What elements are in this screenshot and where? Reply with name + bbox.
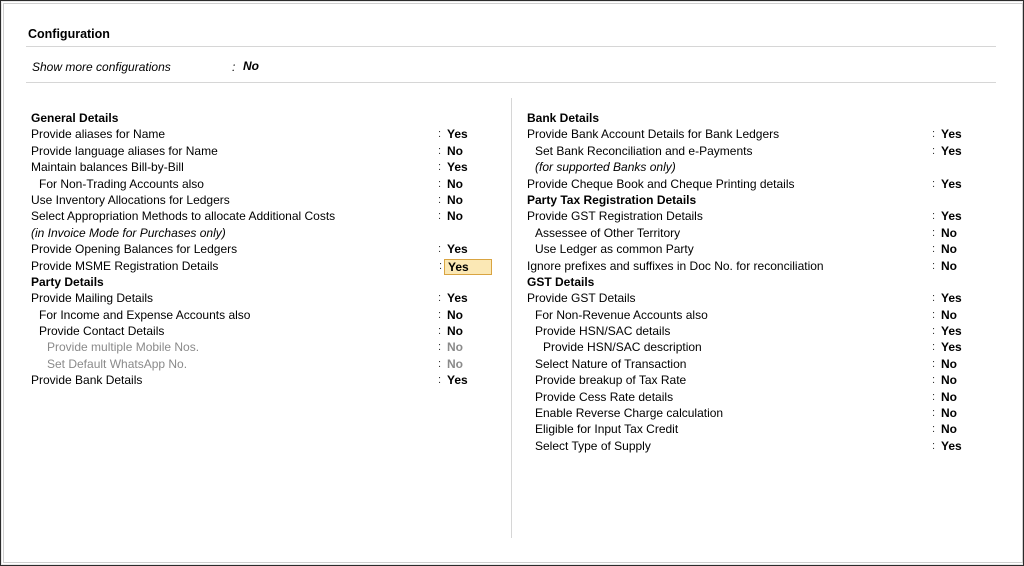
config-label: Ignore prefixes and suffixes in Doc No. for reconciliation [527,258,824,273]
config-colon: : [932,407,936,420]
config-row-provide-gst-details[interactable] [527,290,977,306]
config-label: Provide breakup of Tax Rate [535,373,687,388]
config-colon: : [438,243,442,256]
note-label: (for supported Banks only) [535,160,676,175]
config-value[interactable]: No [941,307,957,322]
config-row-select-nature-of-transaction[interactable] [527,356,977,372]
config-value[interactable]: Yes [447,373,468,388]
config-row-provide-aliases-for-name[interactable] [31,126,501,142]
config-value[interactable]: Yes [447,160,468,175]
show-more-colon: : [232,60,236,74]
config-label: For Income and Expense Accounts also [39,307,251,322]
config-row-provide-hsn-sac-details[interactable] [527,323,977,339]
right-column [527,110,977,454]
note-label: (in Invoice Mode for Purchases only) [31,225,226,240]
config-row-provide-multiple-mobile-nos[interactable] [31,339,501,355]
config-row-provide-language-aliases-for-name[interactable] [31,143,501,159]
config-row-eligible-for-input-tax-credit[interactable] [527,421,977,437]
config-value[interactable]: No [447,176,463,191]
config-colon: : [932,423,936,436]
config-value[interactable]: No [941,422,957,437]
config-row-provide-contact-details[interactable] [31,323,501,339]
config-value[interactable]: No [941,356,957,371]
config-colon: : [438,193,442,206]
config-value[interactable]: Yes [941,291,962,306]
section-heading-label: Party Details [31,274,104,289]
config-label: Provide Bank Account Details for Bank Ledgers [527,127,780,142]
config-row-provide-cess-rate-details[interactable] [527,389,977,405]
config-value[interactable]: No [941,406,957,421]
config-value[interactable]: Yes [941,209,962,224]
config-row-provide-gst-registration-details[interactable] [527,208,977,224]
config-label: Enable Reverse Charge calculation [535,406,724,421]
config-value[interactable]: Yes [447,291,468,306]
config-value[interactable]: No [447,340,463,355]
config-row-select-type-of-supply[interactable] [527,438,977,454]
config-row-provide-msme-registration-details[interactable] [31,258,501,274]
section-heading-party-details [31,274,501,290]
note-in-invoice-mode-for-purchases-only [31,225,501,241]
show-more-configurations-value[interactable]: No [243,59,259,73]
config-colon: : [438,292,442,305]
config-label: Use Inventory Allocations for Ledgers [31,192,230,207]
config-label: For Non-Revenue Accounts also [535,307,708,322]
config-colon: : [438,144,442,157]
config-label: Provide language aliases for Name [31,143,218,158]
config-label: Set Bank Reconciliation and e-Payments [535,143,753,158]
config-value[interactable]: No [447,192,463,207]
config-row-use-ledger-as-common-party[interactable] [527,241,977,257]
config-value[interactable]: Yes [941,127,962,142]
config-colon: : [438,210,442,223]
config-row-ignore-prefixes-and-suffixes-in-doc-no-for-reconciliation[interactable] [527,258,977,274]
config-value[interactable]: No [941,242,957,257]
config-value[interactable]: Yes [447,127,468,142]
config-row-for-income-and-expense-accounts-also[interactable] [31,307,501,323]
section-heading-gst-details [527,274,977,290]
config-value[interactable]: Yes [941,340,962,355]
config-label: Provide Mailing Details [31,291,154,306]
config-colon: : [932,341,936,354]
config-label: Provide Contact Details [39,324,165,339]
config-row-set-bank-reconciliation-and-e-payments[interactable] [527,143,977,159]
config-value[interactable]: No [447,209,463,224]
config-label: Set Default WhatsApp No. [47,356,188,371]
config-row-for-non-trading-accounts-also[interactable] [31,176,501,192]
config-label: Provide GST Registration Details [527,209,703,224]
config-row-provide-mailing-details[interactable] [31,290,501,306]
config-colon: : [932,325,936,338]
config-label: Provide HSN/SAC description [543,340,702,355]
config-colon: : [438,341,442,354]
config-colon: : [438,325,442,338]
config-colon: : [438,374,442,387]
config-row-provide-bank-account-details-for-bank-ledgers[interactable] [527,126,977,142]
config-value[interactable]: No [941,373,957,388]
config-row-provide-opening-balances-for-ledgers[interactable] [31,241,501,257]
config-label: Provide Cess Rate details [535,389,674,404]
config-label: Provide Cheque Book and Cheque Printing details [527,176,795,191]
config-label: Maintain balances Bill-by-Bill [31,160,184,175]
config-row-for-non-revenue-accounts-also[interactable] [527,307,977,323]
section-heading-label: Bank Details [527,111,600,125]
config-colon: : [932,177,936,190]
config-row-maintain-balances-bill-by-bill[interactable] [31,159,501,175]
config-value[interactable]: No [447,324,463,339]
column-divider [511,98,512,538]
config-label: Provide Bank Details [31,373,143,388]
config-label: Provide GST Details [527,291,636,306]
section-heading-label: GST Details [527,274,595,289]
config-row-set-default-whatsapp-no[interactable] [31,356,501,372]
note-for-supported-banks-only [527,159,977,175]
config-label: Select Appropriation Methods to allocate Additional Costs [31,209,336,224]
config-colon: : [439,259,443,272]
config-label: For Non-Trading Accounts also [39,176,204,191]
config-value[interactable]: Yes [444,259,492,275]
config-row-provide-cheque-book-and-cheque-printing-details[interactable] [527,176,977,192]
config-label: Provide MSME Registration Details [31,258,219,273]
left-column [31,110,501,389]
config-value[interactable]: Yes [941,176,962,191]
config-colon: : [932,439,936,452]
config-colon: : [438,128,442,141]
config-value[interactable]: Yes [941,324,962,339]
config-label: Select Nature of Transaction [535,356,687,371]
config-row-enable-reverse-charge-calculation[interactable] [527,405,977,421]
show-more-divider [26,82,996,83]
config-label: Provide Opening Balances for Ledgers [31,242,238,257]
config-row-provide-breakup-of-tax-rate[interactable] [527,372,977,388]
config-value[interactable]: Yes [941,438,962,453]
config-value[interactable]: No [447,143,463,158]
config-label: Provide multiple Mobile Nos. [47,340,200,355]
config-label: Eligible for Input Tax Credit [535,422,679,437]
config-row-use-inventory-allocations-for-ledgers[interactable] [31,192,501,208]
config-row-assessee-of-other-territory[interactable] [527,225,977,241]
config-colon: : [438,177,442,190]
config-colon: : [932,226,936,239]
config-colon: : [932,210,936,223]
config-value[interactable]: No [447,307,463,322]
config-value[interactable]: No [941,389,957,404]
config-row-select-appropriation-methods-to-allocate-additional-costs[interactable] [31,208,501,224]
config-label: Select Type of Supply [535,438,651,453]
show-more-configurations-label: Show more configurations [32,60,171,74]
config-colon: : [932,128,936,141]
section-heading-label: General Details [31,111,119,125]
config-colon: : [932,243,936,256]
config-value[interactable]: No [941,258,957,273]
config-value[interactable]: Yes [941,143,962,158]
config-colon: : [932,374,936,387]
config-colon: : [932,308,936,321]
config-value[interactable]: No [941,225,957,240]
config-colon: : [932,390,936,403]
config-colon: : [438,161,442,174]
title-divider [26,46,996,47]
config-label: Assessee of Other Territory [535,225,681,240]
config-colon: : [932,357,936,370]
config-colon: : [438,357,442,370]
section-heading-label: Party Tax Registration Details [527,192,697,207]
config-value[interactable]: No [447,356,463,371]
config-value[interactable]: Yes [447,242,468,257]
section-heading-bank-details [527,110,977,126]
config-label: Provide HSN/SAC details [535,324,671,339]
config-row-provide-bank-details[interactable] [31,372,501,388]
config-colon: : [932,259,936,272]
config-colon: : [932,144,936,157]
config-label: Use Ledger as common Party [535,242,694,257]
page-title: Configuration [28,27,110,41]
section-heading-party-tax-registration-details [527,192,977,208]
config-colon: : [438,308,442,321]
config-row-provide-hsn-sac-description[interactable] [527,339,977,355]
section-heading-general-details [31,110,501,126]
config-label: Provide aliases for Name [31,127,166,142]
config-colon: : [932,292,936,305]
